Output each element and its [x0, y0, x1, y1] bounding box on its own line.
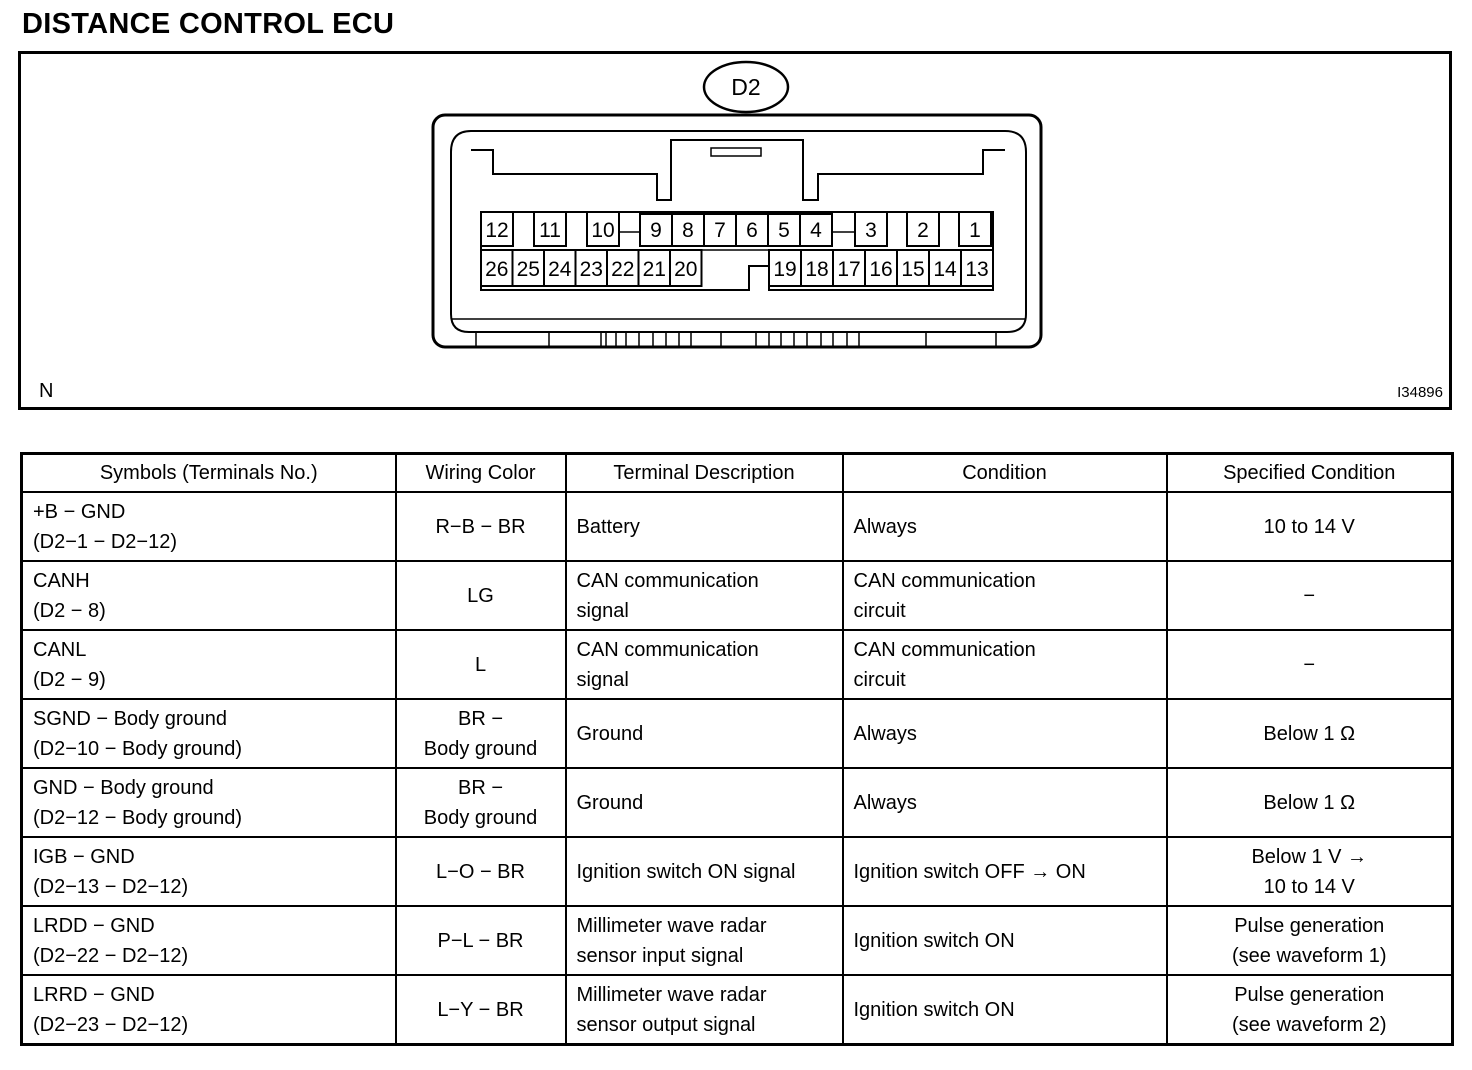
cell-specified-condition-line: Below 1 V →	[1251, 845, 1368, 868]
cell-specified-condition-line: (see waveform 1)	[1232, 944, 1387, 967]
figure-id: I34896	[1397, 384, 1443, 401]
cell-condition-line: Ignition switch OFF → ON	[853, 860, 1086, 883]
pin-number: 6	[746, 219, 758, 242]
cell-terminal-description-line: signal	[576, 599, 629, 622]
table-row	[22, 768, 1453, 837]
cell-wiring-color	[396, 768, 566, 837]
pin-number: 22	[611, 258, 635, 281]
cell-wiring-color	[396, 492, 566, 561]
pin-number: 4	[810, 219, 822, 242]
connector-d2-drawing	[21, 54, 1449, 407]
cell-wiring-color-line: R−B − BR	[435, 515, 526, 538]
cell-condition-line: Always	[853, 791, 917, 814]
cell-symbol	[22, 768, 396, 837]
cell-condition	[843, 906, 1167, 975]
cell-specified-condition	[1167, 768, 1453, 837]
cell-symbol-line: LRRD − GND	[33, 983, 155, 1006]
pin-number: 23	[579, 258, 603, 281]
cell-wiring-color-line: BR −	[457, 776, 504, 799]
pin-number: 11	[539, 219, 561, 242]
cell-symbol-line: (D2−1 − D2−12)	[33, 530, 177, 553]
cell-wiring-color	[396, 699, 566, 768]
cell-specified-condition	[1167, 492, 1453, 561]
cell-symbol	[22, 906, 396, 975]
pin-number: 17	[837, 258, 861, 281]
header-terminal-description: Terminal Description	[566, 454, 843, 493]
cell-specified-condition	[1167, 630, 1453, 699]
cell-condition-line: Ignition switch ON	[853, 998, 1015, 1021]
cell-symbol-line: IGB − GND	[33, 845, 135, 868]
cell-specified-condition-line: −	[1303, 653, 1316, 676]
table-row	[22, 561, 1453, 630]
pin-number: 20	[674, 258, 698, 281]
cell-symbol-line: (D2−10 − Body ground)	[33, 737, 243, 760]
pin-number: 16	[869, 258, 893, 281]
terminal-spec-table	[20, 452, 1454, 1046]
header-symbols: Symbols (Terminals No.)	[22, 454, 396, 493]
cell-specified-condition	[1167, 837, 1453, 906]
cell-symbol	[22, 837, 396, 906]
cell-specified-condition	[1167, 975, 1453, 1045]
cell-terminal-description-line: CAN communication	[576, 638, 759, 661]
cell-terminal-description	[566, 492, 843, 561]
table-row	[22, 630, 1453, 699]
header-wiring-color: Wiring Color	[396, 454, 566, 493]
cell-wiring-color-line: BR −	[457, 707, 504, 730]
pin-number: 12	[485, 219, 509, 242]
connector-latch	[711, 148, 761, 156]
cell-wiring-color	[396, 906, 566, 975]
cell-wiring-color-line: Body ground	[423, 737, 538, 760]
cell-condition-line: CAN communication	[853, 638, 1036, 661]
cell-terminal-description	[566, 837, 843, 906]
pin-number: 5	[778, 219, 790, 242]
pin-number: 8	[682, 219, 694, 242]
cell-wiring-color-line: L−O − BR	[436, 860, 525, 883]
cell-specified-condition-line: 10 to 14 V	[1263, 515, 1355, 538]
cell-specified-condition	[1167, 906, 1453, 975]
cell-terminal-description-line: Ground	[576, 722, 644, 745]
header-specified-condition: Specified Condition	[1167, 454, 1453, 493]
cell-symbol-line: (D2−13 − D2−12)	[33, 875, 189, 898]
cell-condition	[843, 561, 1167, 630]
pin-number: 18	[805, 258, 829, 281]
cell-terminal-description	[566, 630, 843, 699]
cell-terminal-description	[566, 906, 843, 975]
cell-wiring-color	[396, 561, 566, 630]
cell-wiring-color-line: L−Y − BR	[437, 998, 524, 1021]
cell-symbol-line: +B − GND	[33, 500, 126, 523]
pin-number: 9	[650, 219, 662, 242]
pin-number: 2	[917, 219, 929, 242]
cell-condition-line: Ignition switch ON	[853, 929, 1015, 952]
cell-terminal-description-line: Battery	[576, 515, 640, 538]
cell-symbol-line: (D2−23 − D2−12)	[33, 1013, 189, 1036]
cell-symbol-line: CANH	[33, 569, 90, 592]
cell-condition	[843, 630, 1167, 699]
pin-number: 10	[591, 219, 615, 242]
cell-symbol	[22, 975, 396, 1045]
cell-symbol-line: (D2−22 − D2−12)	[33, 944, 189, 967]
cell-wiring-color	[396, 975, 566, 1045]
table-row	[22, 837, 1453, 906]
pin-number: 3	[865, 219, 877, 242]
connector-diagram	[18, 51, 1452, 410]
cell-symbol-line: GND − Body ground	[33, 776, 214, 799]
pin-number: 15	[901, 258, 925, 281]
cell-condition	[843, 975, 1167, 1045]
cell-terminal-description-line: sensor output signal	[576, 1013, 756, 1036]
cell-condition	[843, 492, 1167, 561]
cell-specified-condition-line: (see waveform 2)	[1232, 1013, 1387, 1036]
cell-wiring-color-line: P−L − BR	[437, 929, 524, 952]
table-row	[22, 492, 1453, 561]
cell-terminal-description-line: Millimeter wave radar	[576, 914, 767, 937]
pin-number: 25	[516, 258, 540, 281]
cell-terminal-description-line: CAN communication	[576, 569, 759, 592]
page-title: DISTANCE CONTROL ECU	[22, 8, 395, 40]
cell-wiring-color-line: Body ground	[423, 806, 538, 829]
cell-wiring-color	[396, 837, 566, 906]
cell-terminal-description	[566, 561, 843, 630]
cell-symbol-line: (D2 − 9)	[33, 668, 106, 691]
cell-wiring-color-line: LG	[467, 584, 494, 607]
pin-cells	[481, 212, 993, 286]
cell-condition-line: CAN communication	[853, 569, 1036, 592]
cell-specified-condition-line: Pulse generation	[1234, 983, 1385, 1006]
pin-number: 21	[642, 258, 666, 281]
header-condition: Condition	[843, 454, 1167, 493]
pin-number: 19	[773, 258, 797, 281]
corner-mark: N	[39, 380, 54, 402]
cell-terminal-description-line: Millimeter wave radar	[576, 983, 767, 1006]
cell-condition-line: circuit	[853, 599, 906, 622]
cell-specified-condition	[1167, 561, 1453, 630]
table-row	[22, 975, 1453, 1045]
cell-symbol	[22, 561, 396, 630]
cell-condition-line: Always	[853, 515, 917, 538]
cell-symbol-line: (D2 − 8)	[33, 599, 106, 622]
cell-specified-condition-line: Below 1 Ω	[1263, 722, 1356, 745]
cell-wiring-color	[396, 630, 566, 699]
cell-specified-condition	[1167, 699, 1453, 768]
cell-specified-condition-line: Pulse generation	[1234, 914, 1385, 937]
cell-symbol-line: LRDD − GND	[33, 914, 155, 937]
cell-terminal-description-line: Ignition switch ON signal	[576, 860, 796, 883]
pin-number: 26	[485, 258, 509, 281]
cell-symbol-line: (D2−12 − Body ground)	[33, 806, 243, 829]
pin-number: 7	[714, 219, 726, 242]
cell-terminal-description-line: sensor input signal	[576, 944, 744, 967]
connector-label: D2	[731, 74, 761, 100]
cell-specified-condition-line: 10 to 14 V	[1263, 875, 1355, 898]
table-row	[22, 906, 1453, 975]
pin-number: 24	[548, 258, 572, 281]
cell-condition	[843, 699, 1167, 768]
connector-key-outline	[471, 140, 1005, 200]
cell-terminal-description	[566, 699, 843, 768]
table-header-row	[22, 454, 1453, 493]
cell-symbol	[22, 492, 396, 561]
pin-number: 13	[965, 258, 989, 281]
housing-ribs	[476, 332, 996, 347]
cell-terminal-description-line: Ground	[576, 791, 644, 814]
table-row	[22, 699, 1453, 768]
cell-condition	[843, 837, 1167, 906]
cell-condition-line: circuit	[853, 668, 906, 691]
cell-terminal-description-line: signal	[576, 668, 629, 691]
cell-terminal-description	[566, 975, 843, 1045]
cell-terminal-description	[566, 768, 843, 837]
cell-symbol-line: SGND − Body ground	[33, 707, 227, 730]
cell-specified-condition-line: −	[1303, 584, 1316, 607]
pin-number: 1	[969, 219, 981, 242]
pin-number: 14	[933, 258, 957, 281]
cell-symbol-line: CANL	[33, 638, 87, 661]
cell-symbol	[22, 630, 396, 699]
cell-specified-condition-line: Below 1 Ω	[1263, 791, 1356, 814]
cell-condition-line: Always	[853, 722, 917, 745]
cell-wiring-color-line: L	[474, 653, 487, 676]
cell-symbol	[22, 699, 396, 768]
cell-condition	[843, 768, 1167, 837]
